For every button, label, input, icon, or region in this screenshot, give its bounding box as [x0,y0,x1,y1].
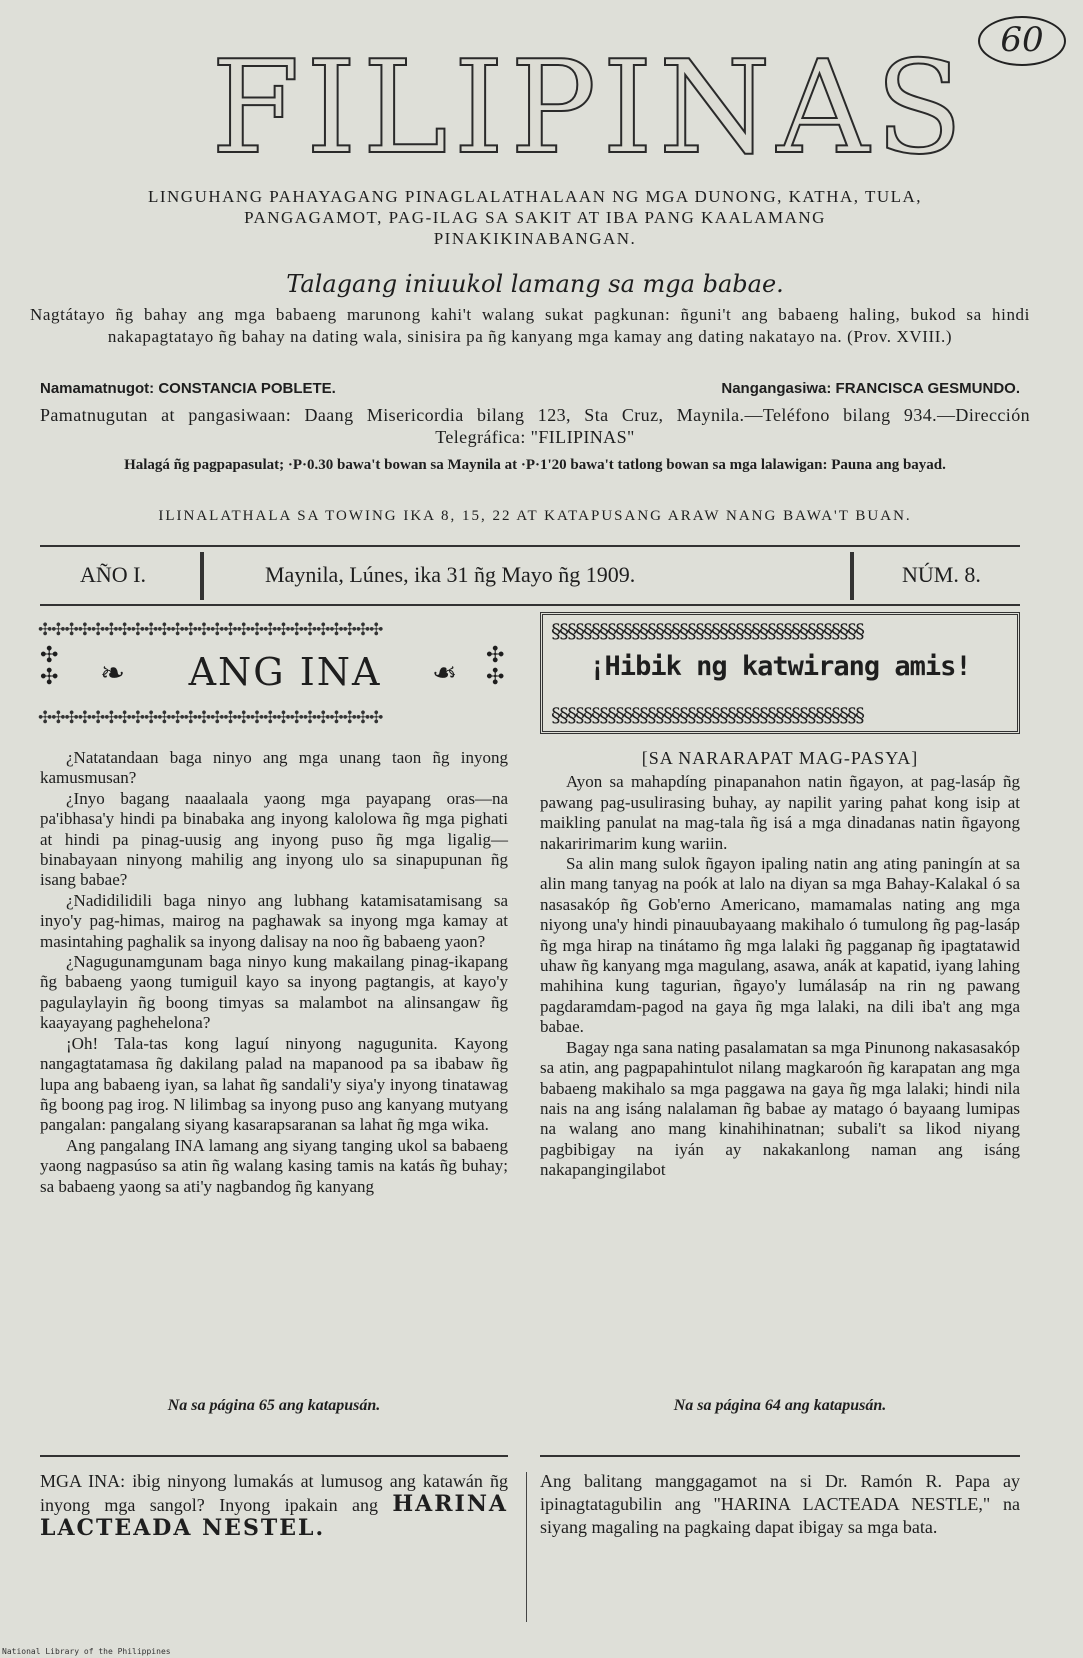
ad-right: Ang balitang manggagamot na si Dr. Ramón R. Papa ay ipinagtatagubilin ang "HARINA LACTEADA NESTLE," na siyang magaling na pagkaing dapat ibigay sa mga bata. [540,1471,1020,1537]
left-article-body [40,748,508,1428]
left-continued-note: Na sa página 65 ang katapusán. [167,1397,381,1414]
publication-schedule: ILINALATHALA SA TOWING IKA 8, 15, 22 AT KATAPUSANG ARAW NANG BAWA'T BUAN. [158,508,912,524]
manager-credit: Nangangasiwa: FRANCISCA GESMUNDO. [721,380,1020,397]
ornament-top: ✣✣✣✣✣✣✣✣✣✣✣✣✣✣✣✣✣✣✣✣✣✣✣✣✣✣ [38,620,383,640]
issue-row [40,552,1020,600]
footer-credit: National Library of the Philippines [2,1647,171,1656]
ad-left [40,1470,508,1541]
right-paragraph: Bagay nga sana nating pasalamatan sa mga Pinunong nakasasakóp sa atin, ang pagpapahintulot nilang magkaroón ñg karapatan ang mga babaeng makihalo sa mga paggawa na gaya ñg mga lalaki; hindi nila nais na ang isáng nalalaman ñg babae ay matago ó bayaang lumipas na walang ano mang kinahihinatnan; subali't sa likod niyang pagbibigay na iyán ay nakakanlong naman ang isáng nakapangingilabot [540,1037,1020,1180]
issue-number: NÚM. 8. [902,562,981,587]
issue-year: AÑO I. [80,562,146,587]
right-paragraph: Sa alin mang sulok ñgayon ipaling natin ang ating paningín at sa alin mang tanyag na poók at lalo na diyan sa mga Bahay-Kalakal ó sa nasasakóp ñg Gob'erno Americano, mamamalas nating ang mga niyong una'y hindi pinauubayaang makihalo ó tumulong ñg pag-lasáp ñg mga hirap na tinátamo ñg mga lalaki ñg pagganap ñg ipagtatawid uhaw ñg kanyang mga magulang, asawa, anák at kapatid, iyang lahing mahihina kung tagurian, ñgayo'y lumálasáp na rin ng pawang pagdaramdam-pagod na gaya ñg mga lalaki, na dili iba't ang mga babae. [540,854,1020,1037]
fleuron-right-icon: ❧ [432,656,458,691]
issue-dateline: Maynila, Lúnes, ika 31 ñg Mayo ñg 1909. [265,562,636,587]
right-continued-note: Na sa página 64 ang katapusán. [673,1397,887,1414]
ad-left-text: MGA INA: ibig ninyong lumakás at lumusog ang katawán ñg inyong mga sangol? Inyong ipakain ang [40,1471,508,1515]
proverb: Nagtátayo ñg bahay ang mga babaeng marunong kahi't walang sukat pagkunan: ñguni't ang babaeng haling, bukod sa hindi nakapagtatayo ñg bahay na dating wala, sinisira pa ñg kanyang mga kamay ang dating nakatayo na. (Prov. XVIII.) [30,305,1030,346]
issue-divider-right [850,552,854,600]
right-article-body [540,748,1020,1428]
ad-rule-right [540,1455,1020,1457]
left-paragraph: ¡Oh! Tala-tas kong laguí ninyong nagugunita. Kayong nangagtatamasa ñg dakilang palad na mapanood pa sa ibabaw ñg lupa ang babaeng iyan, sa lahat ñg sandali'y siya'y inyong tinatawag ñg boong pag irog. N lilimbag sa inyong puso ang kanyang mutyang pangalan: pangalang siyang kasarapsaranan sa lahat ñg mga wika. [40,1033,508,1135]
hibik-heading-box [540,612,1020,734]
left-paragraph: ¿Natatandaan baga ninyo ang mga unang taon ñg inyong kamusmusan? [40,748,508,788]
ornament-bottom: ✣✣✣✣✣✣✣✣✣✣✣✣✣✣✣✣✣✣✣✣✣✣✣✣✣✣ [38,708,383,728]
subtitle-line-1: LINGUHANG PAHAYAGANG PINAGLALATHALAAN NG MGA DUNONG, KATHA, TULA, [147,187,923,206]
fleuron-left-icon: ❧ [100,656,126,691]
editor-credit: Namamatnugot: CONSTANCIA POBLETE. [40,380,336,397]
hibik-title: ¡Hibik ng katwirang amis! [589,651,971,682]
subscription-rates: Halagá ñg pagpapasulat; ·P·0.30 bawa't bowan sa Maynila at ·P·1'20 bawa't tatlong bowan sa mga lalawigan: Pauna ang bayad. [124,457,946,473]
staff-row [40,380,1020,397]
tagline: Talagang iniuukol lamang sa mga babae. [286,270,784,298]
right-subtitle: [SA NARARAPAT MAG-PASYA] [641,748,919,768]
top-rule [40,545,1020,547]
right-paragraph: Ayon sa mahapdíng pinapanahon natin ñgayon, at pag-lasáp ñg pawang pag-usulirasing buhay, ay napilit yaring pahat kong isip at maikling panulat na mag-tala ñg isá a mga dinadanas natin ñgayong nakaririmarim kung wariin. [540,772,1020,853]
issue-bottom-rule [40,604,1020,606]
left-paragraph: Ang pangalang INA lamang ang siyang tanging ukol sa babaeng yaong nagpasúso sa atin ñg walang kasing tamis na katás ñg buhay; sa babaeng yaong sa ati'y nagbandog ñg kanyang [40,1135,508,1196]
ornament-left-icon: ✣ ✣ [40,643,59,690]
left-paragraph: ¿Inyo bagang naaalaala yaong mga payapang oras—na pa'ibhasa'y hindi pa binabaka ang inyong kalolowa ñg mga pighati at hindi pa pinag-uusig ang inyong puso ñg mga ligalig—binabayaan ninyong mahilig ang inyong ulo sa sinapupunan ñg isang babae? [40,788,508,890]
left-paragraph: ¿Nadidilidili baga ninyo ang lubhang katamisatamisang sa inyo'y pag-himas, mairog na paghawak sa inyong mga kamay at masintahing paghalik sa inyong dalisay na noo ñg babaeng yaon? [40,890,508,951]
masthead-title: FILIPINAS [211,34,969,183]
ad-divider [526,1472,527,1622]
ang-ina-title: ANG INA [188,650,382,694]
subtitle-line-2: PANGAGAMOT, PAG-ILAG SA SAKIT AT IBA PANG KAALAMANG [244,208,826,227]
page-number: 60 [978,16,1066,66]
office-address: Pamatnugutan at pangasiwaan: Daang Misericordia bilang 123, Sta Cruz, Maynila.—Teléfono bilang 934.—Dirección Telegráfica: "FILIPINAS" [40,405,1030,447]
ad-rule-left [40,1455,508,1457]
ornament-right-icon: ✣ ✣ [486,643,505,690]
subtitle-line-3: PINAKIKINABANGAN. [433,229,637,248]
border-ornament-bottom: §§§§§§§§§§§§§§§§§§§§§§§§§§§§§§§§§§§§§§§ [551,703,863,727]
border-ornament-top: §§§§§§§§§§§§§§§§§§§§§§§§§§§§§§§§§§§§§§§ [551,619,863,643]
issue-divider-left [200,552,204,600]
ad-left-brand: HARINA LACTEADA NESTEL. [40,1491,508,1541]
masthead-subtitle [40,186,1030,249]
left-paragraph: ¿Nagugunamgunam baga ninyo kung makailang pinag-ikapang ñg babaeng yaong tumiguil kayo sa inyong pagtangis, at kayo'y pagulaylayin ñg boong timyas sa malambot na alinsangaw ñg kaayayang paghehelona? [40,952,508,1033]
